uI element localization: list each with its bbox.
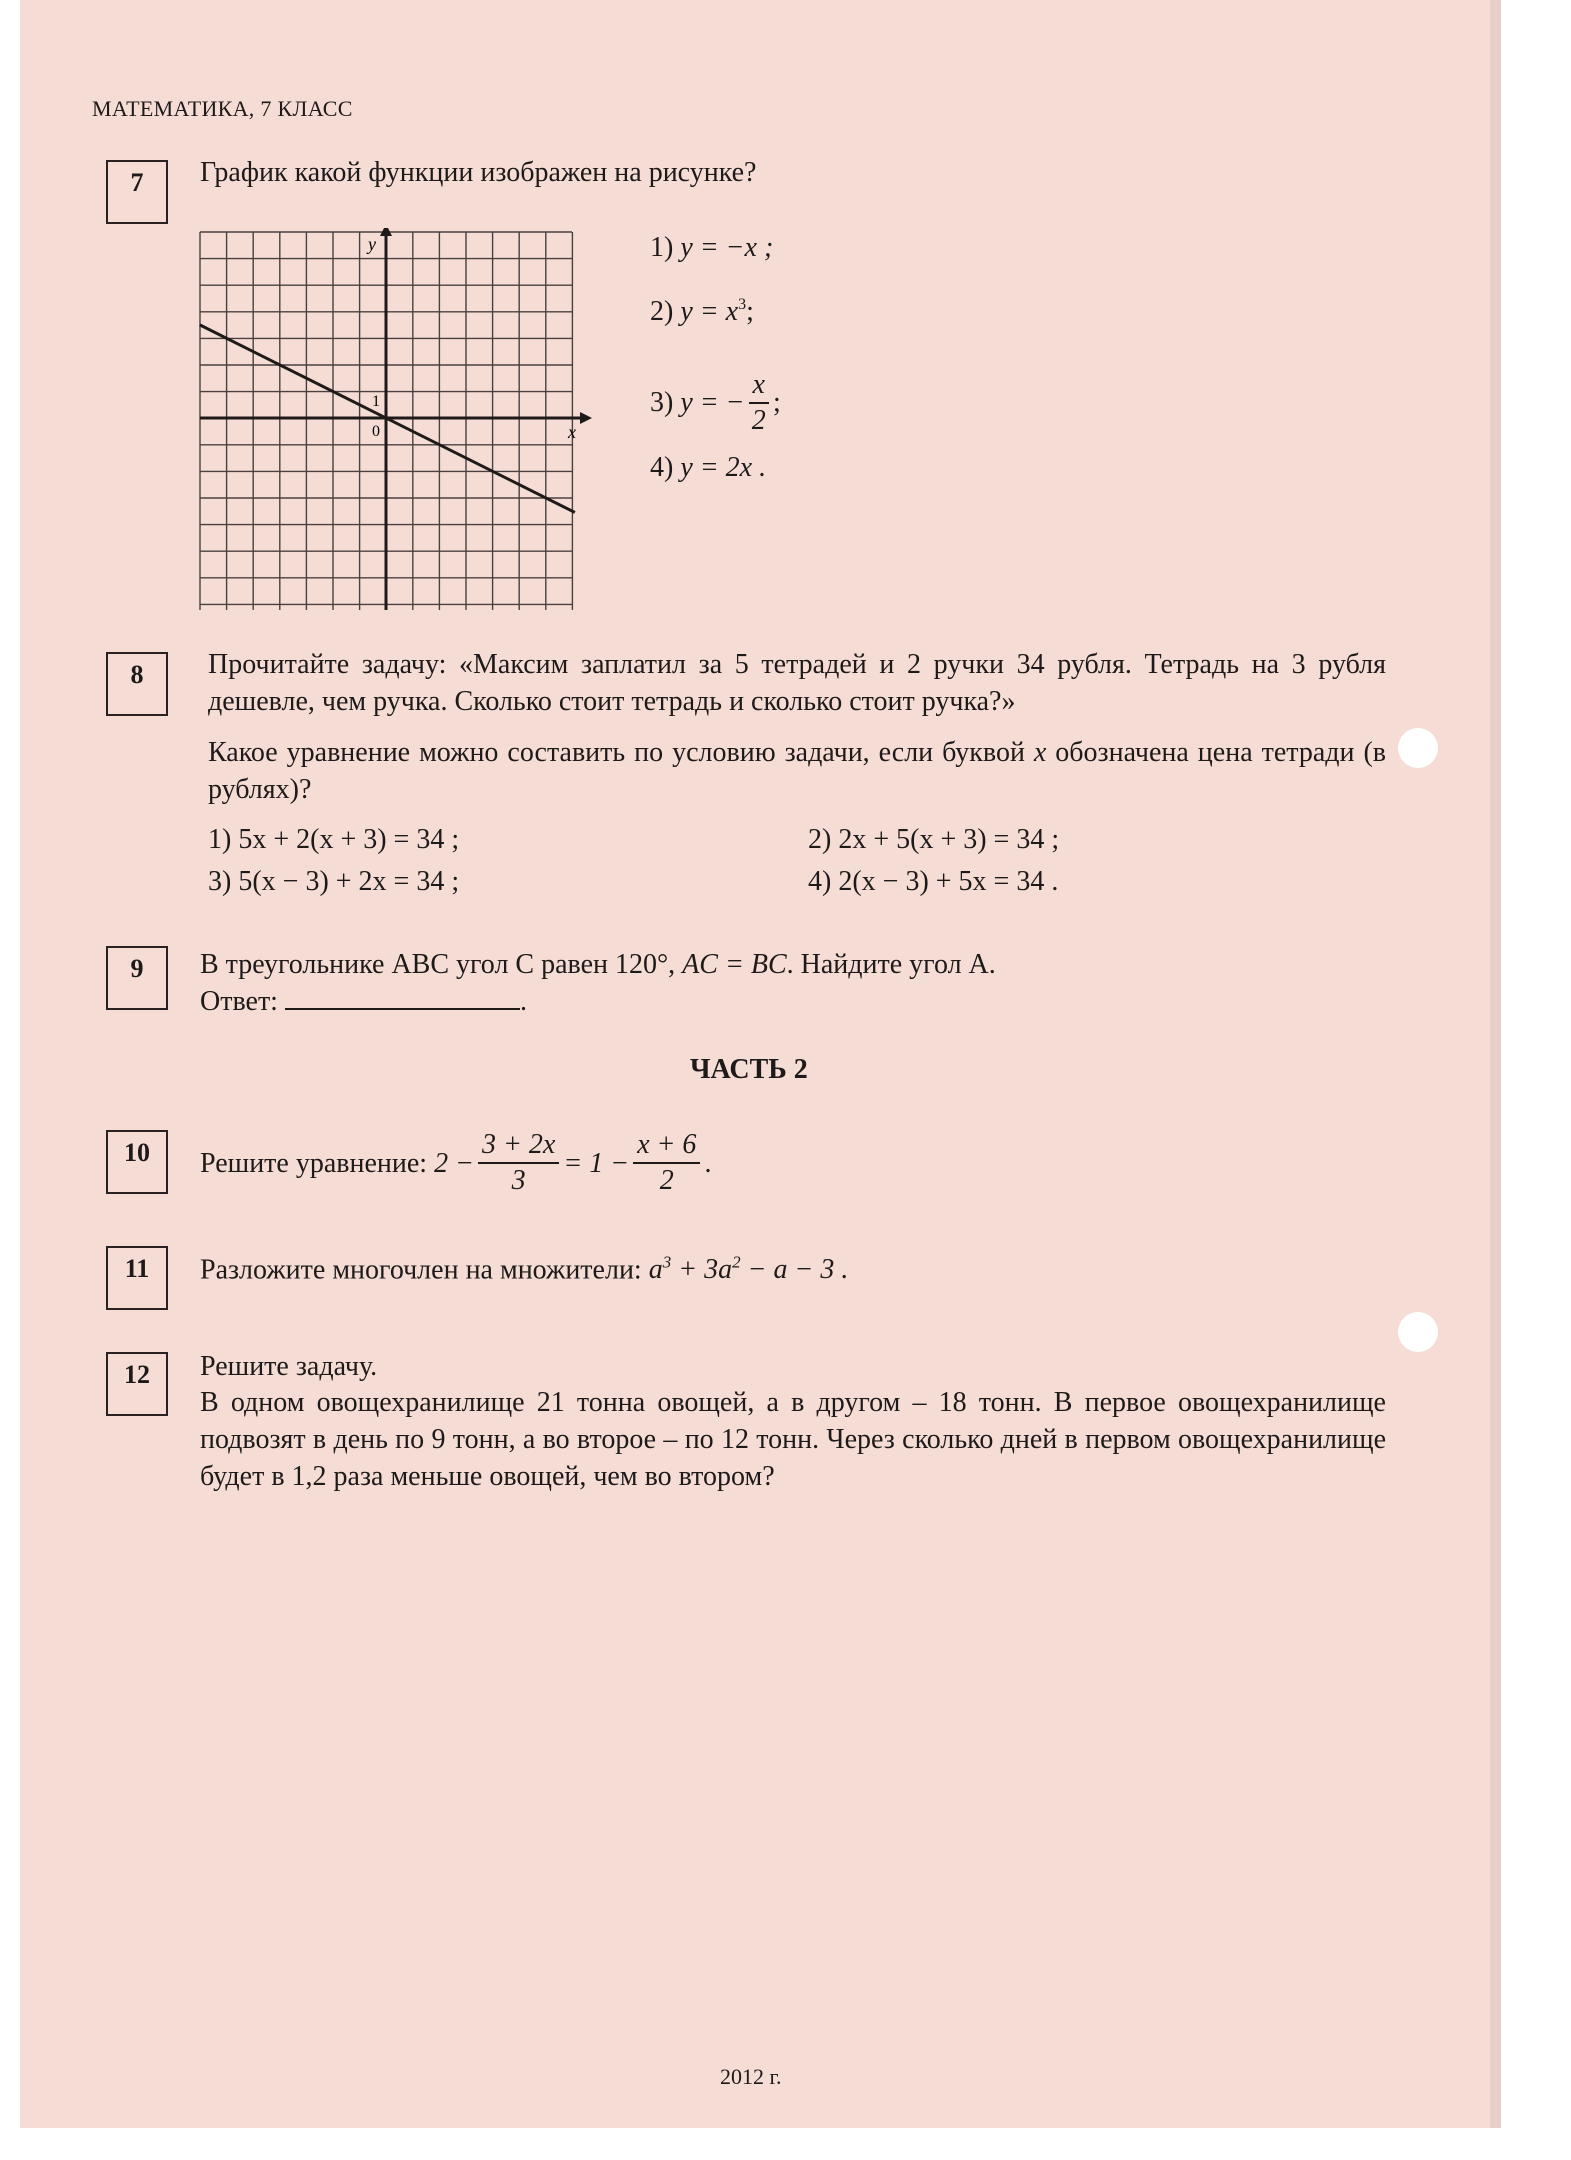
question-7-option-4: [650, 452, 766, 484]
question-7-option-3: [650, 368, 781, 438]
question-9-answer: Ответ: .: [200, 982, 527, 1020]
question-11-number: 11: [106, 1246, 168, 1310]
prompt-part-a: Какое уравнение можно составить по условию задачи, если буквой: [208, 737, 1034, 768]
question-9-text: [200, 946, 996, 983]
prompt-part-b: обозначена цена тетради (в рублях)?: [208, 737, 1387, 805]
question-9-text-a: В треугольнике АВС угол С равен 120°,: [200, 949, 676, 980]
question-7-option-2: [650, 296, 754, 328]
question-7-number: 7: [106, 160, 168, 224]
fraction-denominator: 2: [751, 405, 766, 436]
option-number: 3): [650, 387, 681, 418]
lhs-prefix: 2 −: [434, 1147, 474, 1179]
option-number: 4): [650, 452, 681, 483]
option-expression: y = 2x .: [680, 452, 767, 483]
question-10-label: Решите уравнение:: [200, 1147, 428, 1179]
option-punctuation: ;: [772, 387, 781, 418]
question-8-option-1: 1) 5x + 2(x + 3) = 34 ;: [208, 824, 460, 855]
page-footer: 2012 г.: [720, 2064, 782, 2089]
option-number: 2): [650, 296, 681, 327]
question-8-prompt: [208, 734, 1386, 808]
equation-middle: = 1 −: [563, 1147, 630, 1179]
question-10-number: 10: [106, 1130, 168, 1194]
rhs-fraction: [633, 1128, 700, 1198]
question-10-text: [200, 1128, 711, 1198]
option-expression: y = −: [680, 387, 745, 418]
poly-term-a: a: [648, 1254, 663, 1286]
question-8-option-2: 2) 2x + 5(x + 3) = 34 ;: [808, 824, 1060, 855]
lhs-fraction: [478, 1128, 559, 1198]
question-7-option-1: [650, 232, 773, 264]
question-9-condition: AC = BC: [682, 949, 787, 980]
question-8-problem: Прочитайте задачу: «Максим заплатил за 5 тетрадей и 2 ручки 34 рубля. Тетрадь на 3 рубля дешевле, чем ручка. Сколько стоит тетрадь и сколько стоит ручка?»: [208, 649, 1386, 717]
question-7-text: График какой функции изображен на рисунке?: [200, 157, 757, 188]
option-punctuation: ;: [746, 296, 754, 327]
question-12-heading: Решите задачу.: [200, 1351, 378, 1382]
question-11-label: Разложите многочлен на множители:: [200, 1254, 642, 1286]
polynomial: [649, 1254, 849, 1285]
punch-hole-top: [1398, 728, 1438, 768]
origin-label: 0: [372, 423, 380, 440]
option-exponent: 3: [738, 296, 747, 313]
question-8-number: 8: [106, 652, 168, 716]
x-axis-arrow: [580, 412, 592, 424]
lhs-numerator: 3 + 2x: [478, 1128, 559, 1164]
poly-exp-2: 2: [732, 1253, 741, 1272]
fraction-numerator: x: [749, 368, 769, 404]
question-8-option-4: 4) 2(x − 3) + 5x = 34 .: [808, 866, 1059, 897]
question-12-text: В одном овощехранилище 21 тонна овощей, а в другом – 18 тонн. В первое овощехранилище подвозят в день по 9 тонн, а во второе – по 12 тонн. Через сколько дней в первом овощехранилище будет в 1,2 раза меньше овощей, чем во втором?: [200, 1387, 1386, 1492]
question-8-option-3: 3) 5(x − 3) + 2x = 34 ;: [208, 866, 460, 897]
rhs-numerator: x + 6: [633, 1128, 700, 1164]
part-2-title: ЧАСТЬ 2: [690, 1054, 808, 1085]
prompt-variable: x: [1033, 737, 1047, 768]
poly-exp-1: 3: [662, 1253, 672, 1272]
option-expression: y = −x ;: [680, 232, 774, 263]
rhs-denominator: 2: [659, 1165, 674, 1196]
question-11-text: [200, 1244, 848, 1288]
equation-end: .: [704, 1147, 712, 1179]
option-expression: y = x: [680, 296, 739, 327]
answer-label: Ответ:: [200, 986, 278, 1017]
answer-line: [285, 982, 520, 1010]
poly-term-c: − a − 3 .: [740, 1254, 849, 1286]
y-axis-label: y: [368, 234, 376, 254]
poly-term-b: + 3a: [671, 1254, 733, 1286]
x-axis-label: x: [568, 422, 576, 442]
function-graph: [196, 228, 596, 610]
punch-hole-bottom: [1398, 1312, 1438, 1352]
page-header: МАТЕМАТИКА, 7 КЛАСС: [92, 96, 353, 121]
question-9-text-b: . Найдите угол А.: [786, 949, 996, 980]
question-9-number: 9: [106, 946, 168, 1010]
unit-label: 1: [372, 393, 380, 410]
option-fraction: [749, 368, 769, 438]
option-number: 1): [650, 232, 681, 263]
paper-fold: [1490, 0, 1501, 2128]
lhs-denominator: 3: [511, 1165, 526, 1196]
question-12-number: 12: [106, 1352, 168, 1416]
